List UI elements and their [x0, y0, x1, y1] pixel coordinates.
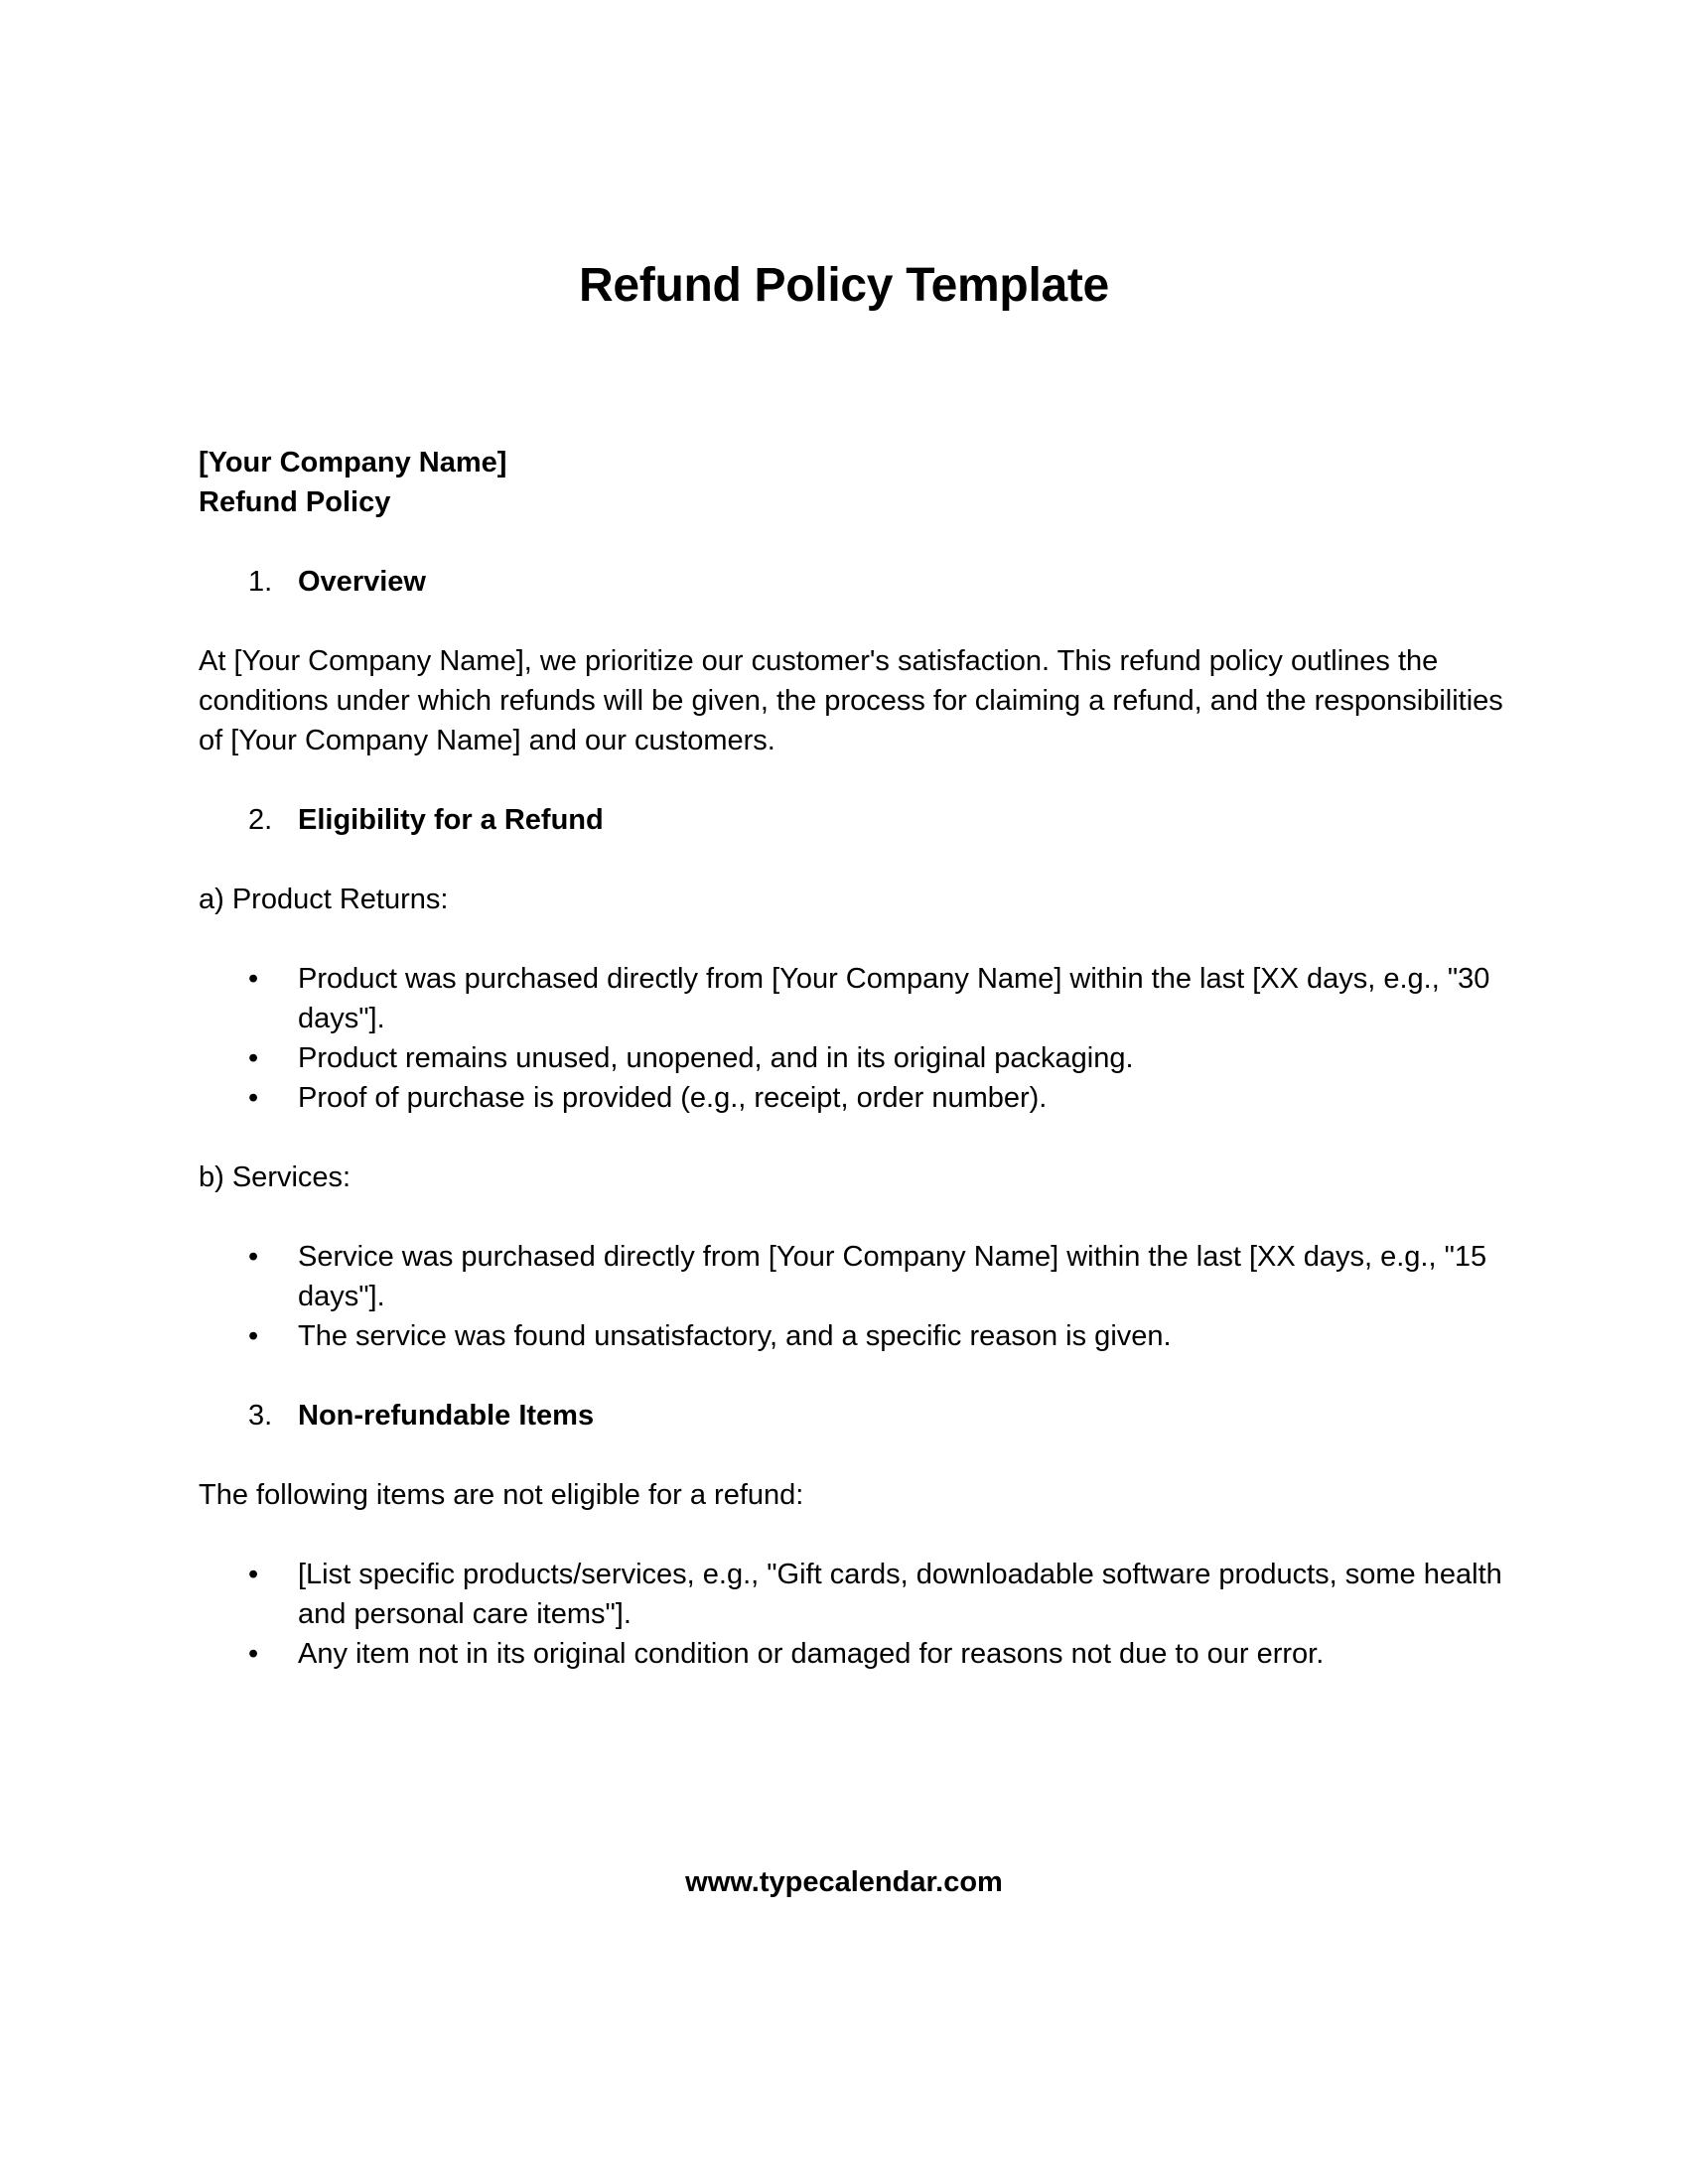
section-3-number: 3. [248, 1400, 273, 1432]
product-returns-label: a) Product Returns: [199, 884, 449, 915]
bullet-glyph: • [248, 963, 259, 995]
services-list [199, 1237, 1519, 1356]
list-item: • [List specific products/services, e.g., "Gift cards, downloadable software products, some health and personal care items"]. [199, 1555, 1519, 1634]
bullet-glyph: • [248, 1042, 259, 1074]
section-3-paragraph: The following items are not eligible for a refund: [199, 1479, 804, 1511]
services-label: b) Services: [199, 1161, 352, 1193]
company-name: [Your Company Name] [199, 447, 507, 478]
list-item: • Product was purchased directly from [Your Company Name] within the last [XX days, e.g., "30 days"]. [199, 959, 1519, 1038]
list-item: • Any item not in its original condition or damaged for reasons not due to our error. [199, 1634, 1519, 1674]
section-3-title: Non-refundable Items [298, 1400, 595, 1432]
section-2-heading [199, 800, 1519, 840]
section-1-paragraph: At [Your Company Name], we prioritize our customer's satisfaction. This refund policy outlines the conditions under which refunds will be given, the process for claiming a refund, and the responsibilities of [Your Company Name] and our customers. [199, 645, 1503, 756]
section-1-number: 1. [248, 566, 273, 598]
product-returns-list [199, 959, 1519, 1118]
document-title: Refund Policy Template [579, 259, 1109, 312]
bullet-glyph: • [248, 1082, 259, 1114]
section-1-heading [199, 562, 1519, 602]
section-2-title: Eligibility for a Refund [298, 804, 604, 836]
footer-website: www.typecalendar.com [685, 1866, 1003, 1898]
non-refundable-list [199, 1555, 1519, 1674]
bullet-glyph: • [248, 1241, 259, 1273]
section-1-title: Overview [298, 566, 426, 598]
list-item: • The service was found unsatisfactory, and a specific reason is given. [199, 1316, 1519, 1356]
bullet-glyph: • [248, 1320, 259, 1352]
document-body [199, 443, 1519, 1674]
list-item: • Service was purchased directly from [Your Company Name] within the last [XX days, e.g., "15 days"]. [199, 1237, 1519, 1316]
list-item: • Product remains unused, unopened, and in its original packaging. [199, 1038, 1519, 1078]
list-item: • Proof of purchase is provided (e.g., receipt, order number). [199, 1078, 1519, 1118]
section-2-number: 2. [248, 804, 273, 836]
bullet-glyph: • [248, 1638, 259, 1670]
policy-subtitle: Refund Policy [199, 486, 391, 518]
section-3-heading [199, 1396, 1519, 1435]
bullet-glyph: • [248, 1559, 259, 1590]
